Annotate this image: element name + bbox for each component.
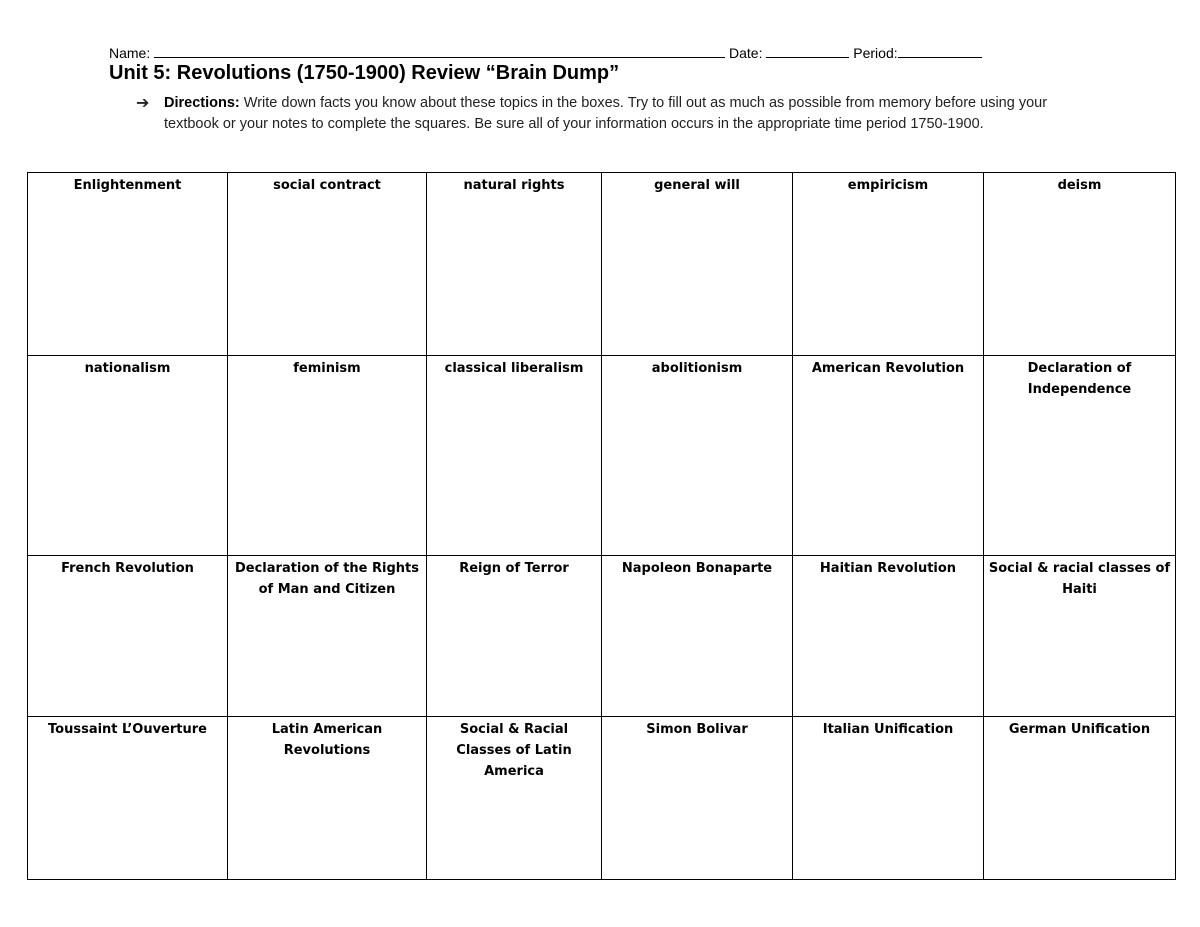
topic-box[interactable]: Enlightenment — [28, 173, 228, 356]
topic-box[interactable]: nationalism — [28, 356, 228, 556]
topic-box[interactable]: French Revolution — [28, 556, 228, 717]
topic-box[interactable]: empiricism — [793, 173, 984, 356]
grid-row — [28, 173, 1176, 356]
grid-row — [28, 356, 1176, 556]
topic-box[interactable]: Social & racial classes of Haiti — [984, 556, 1176, 717]
grid-row — [28, 717, 1176, 880]
arrow-icon: ➔ — [136, 95, 150, 112]
topic-box[interactable]: Italian Unification — [793, 717, 984, 880]
topic-box[interactable]: deism — [984, 173, 1176, 356]
name-field[interactable] — [154, 43, 725, 58]
topic-box[interactable]: social contract — [228, 173, 427, 356]
topic-box[interactable]: Haitian Revolution — [793, 556, 984, 717]
topic-box[interactable]: American Revolution — [793, 356, 984, 556]
topic-box[interactable]: Reign of Terror — [427, 556, 602, 717]
topic-box[interactable]: Declaration of the Rights of Man and Citizen — [228, 556, 427, 717]
topic-box[interactable]: Simon Bolivar — [602, 717, 793, 880]
topic-box[interactable]: Declaration of Independence — [984, 356, 1176, 556]
date-field[interactable] — [766, 43, 849, 58]
topic-grid — [27, 172, 1176, 880]
page-title: Unit 5: Revolutions (1750-1900) Review “Brain Dump” — [109, 62, 620, 84]
directions — [136, 93, 1066, 135]
topic-box[interactable]: general will — [602, 173, 793, 356]
topic-box[interactable]: Napoleon Bonaparte — [602, 556, 793, 717]
date-label: Date: — [729, 45, 763, 61]
period-label: Period: — [853, 45, 898, 61]
header-fields — [109, 43, 982, 61]
topic-box[interactable]: Social & Racial Classes of Latin America — [427, 717, 602, 880]
topic-box[interactable]: Toussaint L’Ouverture — [28, 717, 228, 880]
directions-text-block — [164, 93, 1066, 135]
topic-box[interactable]: abolitionism — [602, 356, 793, 556]
directions-text: Write down facts you know about these topics in the boxes. Try to fill out as much as possible from memory before using your textbook or your notes to complete the squares. Be sure all of your information occurs in the appropriate time period 1750-1900. — [164, 95, 1048, 132]
topic-box[interactable]: natural rights — [427, 173, 602, 356]
topic-box[interactable]: Latin American Revolutions — [228, 717, 427, 880]
topic-box[interactable]: German Unification — [984, 717, 1176, 880]
topic-box[interactable]: feminism — [228, 356, 427, 556]
period-field[interactable] — [898, 43, 982, 58]
directions-label: Directions: — [164, 95, 240, 111]
topic-box[interactable]: classical liberalism — [427, 356, 602, 556]
grid-row — [28, 556, 1176, 717]
name-label: Name: — [109, 45, 151, 61]
